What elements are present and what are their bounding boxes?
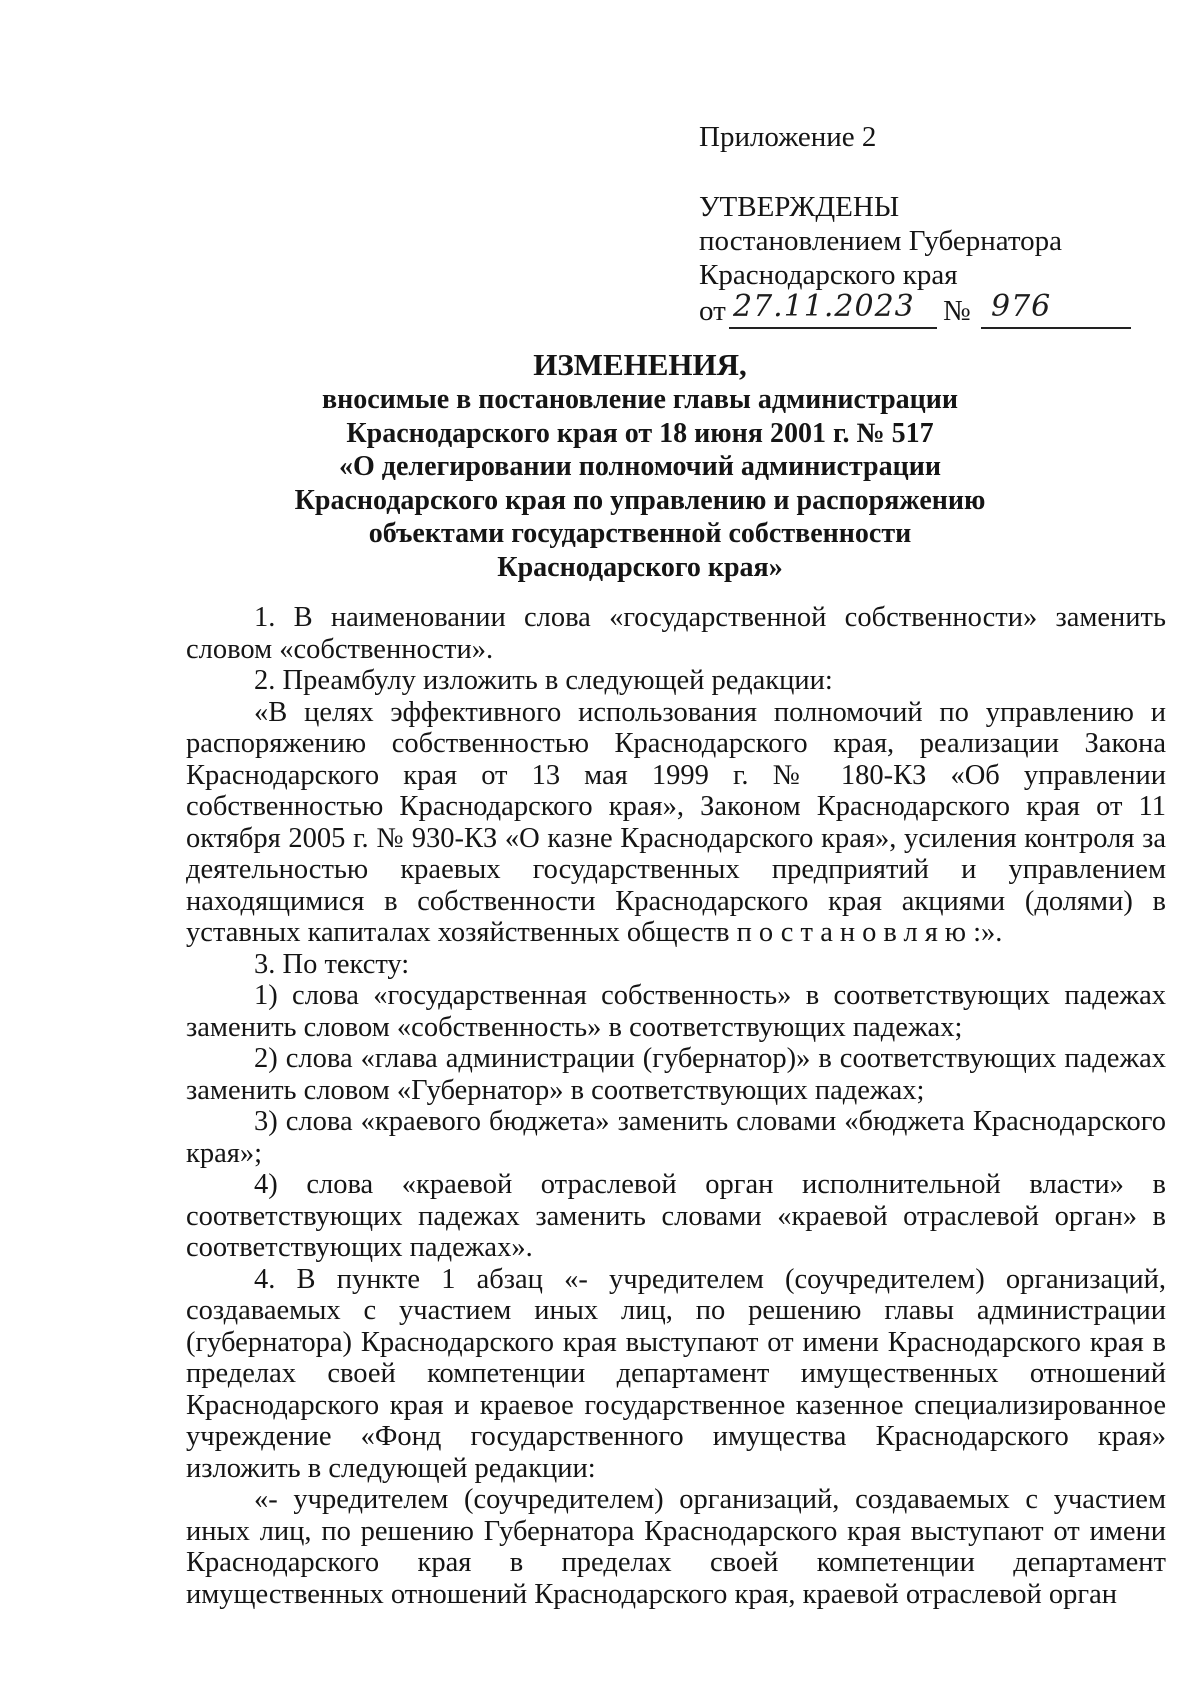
title-line: вносимые в постановление главы администрации (321, 384, 959, 415)
paragraph-5: 1) слова «государственная собственность» в соответствующих падежах заменить словом «собственность» в соответствующих падежах; (186, 980, 1166, 1043)
paragraph-9: 4. В пункте 1 абзац «- учредителем (соучредителем) организаций, создаваемых с участием иных лиц, по решению главы администрации (губернатора) Краснодарского края выступают от имени Краснодарского края в пределах своей компетенции департамент имущественных отношений Краснодарского края и краевое государственное казенное специализированное учреждение «Фонд государственного имущества Краснодарского края» изложить в следующей редакции: (186, 1263, 1166, 1484)
document-body (186, 602, 1166, 1610)
paragraph-6: 2) слова «глава администрации (губернатор)» в соответствующих падежах заменить словом «Губернатор» в соответствующих падежах; (186, 1043, 1166, 1106)
paragraph-7: 3) слова «краевого бюджета» заменить словами «бюджета Краснодарского края»; (186, 1106, 1166, 1169)
paragraph-1: 1. В наименовании слова «государственной собственности» заменить словом «собственности». (186, 602, 1166, 665)
approved-heading: УТВЕРЖДЕНЫ (699, 191, 900, 223)
title-line: Краснодарского края по управлению и распоряжению (294, 484, 986, 516)
title-line: Краснодарского края» (497, 551, 783, 583)
preamble-text: «В целях эффективного использования полномочий по управлению и распоряжению собственностью Краснодарского края, реализации Закона Краснодарского края от 13 мая 1999 г. № 180-КЗ «Об управлении собственностью Краснодарского края», Законом Краснодарского края от 11 октября 2005 г. № 930-КЗ «О казне Краснодарского края», усиления контроля за деятельностью краевых государственных предприятий и управлением находящимися в собственности Краснодарского края акциями (долями) в уставных капиталах хозяйственных обществ (186, 696, 1166, 948)
preamble-end: :». (973, 917, 1003, 948)
paragraph-3 (186, 697, 1166, 949)
date-underline (729, 327, 937, 329)
number-value: 976 (991, 289, 1052, 324)
approved-region-line: Краснодарского края (699, 259, 958, 291)
title-line: объектами государственной собственности (368, 518, 912, 550)
approval-block (699, 120, 1139, 332)
document-title-block (150, 347, 1130, 585)
document-title: ИЗМЕНЕНИЯ, (533, 347, 747, 382)
title-line: Краснодарского края от 18 июня 2001 г. № 517 (346, 417, 934, 449)
date-label: от (699, 295, 726, 327)
appendix-label: Приложение 2 (699, 121, 877, 153)
paragraph-8: 4) слова «краевой отраслевой орган исполнительной власти» в соответствующих падежах заменить словами «краевой отраслевой орган» в соответствующих падежах». (186, 1169, 1166, 1263)
approval-date-line (699, 289, 1139, 332)
paragraph-4: 3. По тексту: (254, 948, 410, 980)
spaced-word: постановляю (736, 917, 974, 948)
approved-by-line: постановлением Губернатора (699, 225, 1063, 257)
number-label: № (943, 295, 971, 327)
date-value: 27.11.2023 (733, 289, 915, 324)
paragraph-10: «- учредителем (соучредителем) организаций, создаваемых с участием иных лиц, по решению Губернатора Краснодарского края выступают от имени Краснодарского края в пределах своей компетенции департамент имущественных отношений Краснодарского края, краевой отраслевой орган (186, 1484, 1166, 1610)
paragraph-2: 2. Преамбулу изложить в следующей редакции: (254, 665, 833, 696)
number-underline (981, 327, 1131, 329)
title-line: «О делегировании полномочий администрации (339, 451, 941, 483)
